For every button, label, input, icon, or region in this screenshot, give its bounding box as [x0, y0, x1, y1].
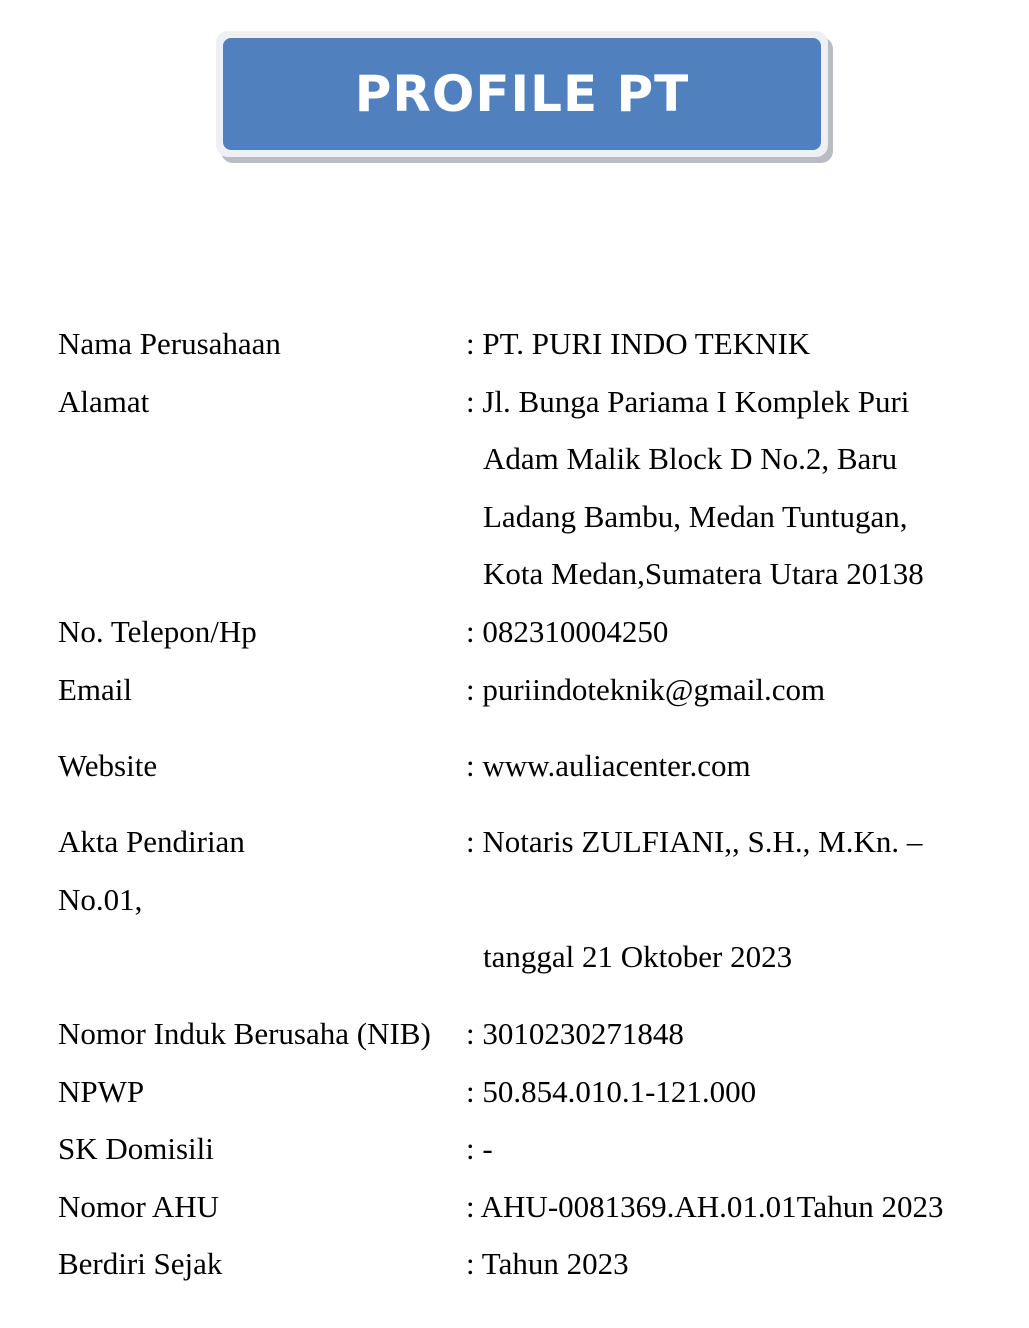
value-alamat-line-2: Adam Malik Block D No.2, Baru: [483, 441, 898, 476]
title-banner: [216, 31, 828, 157]
value-nib: : 3010230271848: [466, 1016, 684, 1051]
value-npwp: : 50.854.010.1-121.000: [466, 1074, 757, 1109]
value-sk-domisili: : -: [466, 1131, 493, 1166]
label-akta-nomor: No.01,: [58, 882, 143, 917]
label-akta-pendirian: Akta Pendirian: [58, 824, 245, 859]
value-nama-perusahaan: : PT. PURI INDO TEKNIK: [466, 326, 811, 361]
value-akta-pendirian: : Notaris ZULFIANI,, S.H., M.Kn. –: [466, 824, 923, 859]
label-nomor-ahu: Nomor AHU: [58, 1189, 220, 1224]
value-akta-tanggal: tanggal 21 Oktober 2023: [483, 939, 793, 974]
value-email: : puriindoteknik@gmail.com: [466, 672, 826, 707]
value-alamat-line-4: Kota Medan,Sumatera Utara 20138: [483, 556, 924, 591]
value-telepon: : 082310004250: [466, 614, 669, 649]
value-berdiri-sejak: : Tahun 2023: [466, 1246, 629, 1281]
label-npwp: NPWP: [58, 1074, 145, 1109]
label-website: Website: [58, 748, 158, 783]
label-email: Email: [58, 672, 133, 707]
value-alamat: : Jl. Bunga Pariama I Komplek Puri: [466, 384, 910, 419]
label-sk-domisili: SK Domisili: [58, 1131, 214, 1166]
label-nama-perusahaan: Nama Perusahaan: [58, 326, 281, 361]
value-website: : www.auliacenter.com: [466, 748, 751, 783]
value-nomor-ahu: : AHU-0081369.AH.01.01Tahun 2023: [466, 1189, 944, 1224]
value-alamat-line-3: Ladang Bambu, Medan Tuntugan,: [483, 499, 908, 534]
label-telepon: No. Telepon/Hp: [58, 614, 257, 649]
label-berdiri-sejak: Berdiri Sejak: [58, 1246, 223, 1281]
page-title: PROFILE PT: [223, 38, 821, 150]
label-alamat: Alamat: [58, 384, 150, 419]
label-nib: Nomor Induk Berusaha (NIB): [58, 1016, 431, 1051]
